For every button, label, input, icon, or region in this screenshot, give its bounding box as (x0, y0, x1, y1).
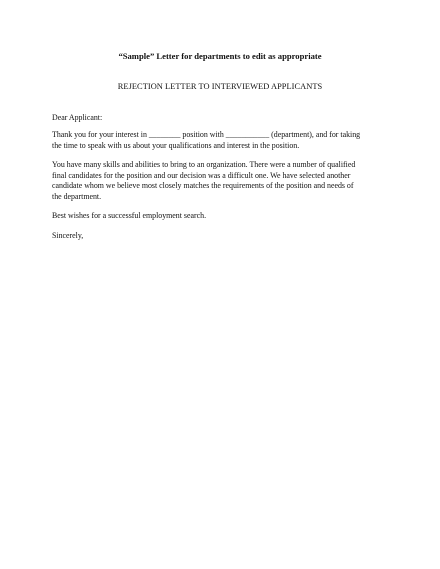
paragraph-line: You have many skills and abilities to bring to an organization. There were a number of qualified (52, 160, 356, 169)
best-wishes-text: Best wishes for a successful employment search. (52, 211, 207, 220)
paragraph-line: the department. (52, 191, 102, 201)
letter-heading: REJECTION LETTER TO INTERVIEWED APPLICANTS (117, 82, 323, 91)
paragraph-line: final candidates for the position and our decision was a difficult one. We have selected another (52, 170, 351, 180)
paragraph-line: the time to speak with us about your qualifications and interest in the position. (52, 140, 300, 150)
document-title: “Sample” Letter for departments to edit as appropriate (118, 51, 322, 61)
paragraph-line: candidate whom we believe most closely matches the requirements of the position and needs of (52, 181, 354, 191)
closing (52, 231, 388, 242)
paragraph-line: Thank you for your interest in ________ position with ___________ (department), and for taking (52, 130, 361, 139)
salutation-text: Dear Applicant: (52, 113, 103, 122)
paragraph-decision (52, 160, 388, 202)
salutation (52, 113, 388, 124)
closing-text: Sincerely, (52, 231, 84, 240)
paragraph-best-wishes (52, 211, 388, 222)
paragraph-interest (52, 130, 388, 151)
